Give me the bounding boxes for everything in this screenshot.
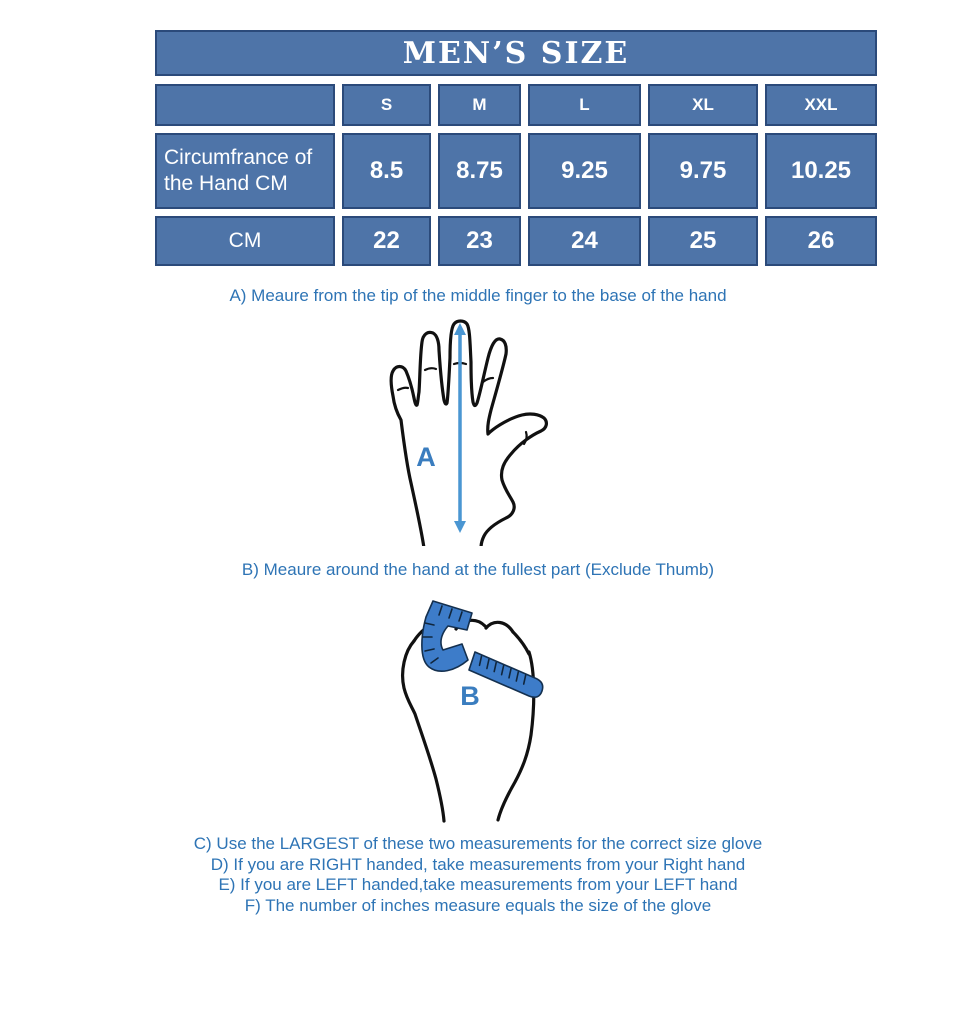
size-header-m: M <box>438 84 521 126</box>
mens-size-table <box>155 30 877 266</box>
cm-value-xxl: 26 <box>765 216 877 266</box>
cm-value-l: 24 <box>528 216 641 266</box>
measure-b-label: B <box>460 681 480 711</box>
row-label-circumference <box>155 133 335 209</box>
bottom-instructions <box>0 834 956 916</box>
instruction-f: F) The number of inches measure equals the size of the glove <box>244 895 712 915</box>
table-grid <box>155 84 877 266</box>
table-title: MEN’S SIZE <box>155 30 877 76</box>
fist-illustration <box>398 593 558 828</box>
measure-a-label: A <box>416 442 436 472</box>
instruction-e: E) If you are LEFT handed,take measurements from your LEFT hand <box>218 875 738 895</box>
cm-value-s: 22 <box>342 216 431 266</box>
size-header-l: L <box>528 84 641 126</box>
circumference-value-l: 9.25 <box>528 133 641 209</box>
open-hand-illustration <box>380 318 555 546</box>
circumference-value-m: 8.75 <box>438 133 521 209</box>
size-header-s: S <box>342 84 431 126</box>
cm-value-xl: 25 <box>648 216 758 266</box>
corner-cell <box>155 84 335 126</box>
instruction-b: B) Meaure around the hand at the fullest part (Exclude Thumb) <box>241 560 715 579</box>
cm-value-m: 23 <box>438 216 521 266</box>
circumference-value-xxl: 10.25 <box>765 133 877 209</box>
tape-curl <box>422 601 472 671</box>
open-hand-outline <box>391 321 546 546</box>
instruction-a: A) Meaure from the tip of the middle finger to the base of the hand <box>229 286 727 305</box>
row-label-circumference-text: Circumfrance of the Hand CM <box>164 146 313 195</box>
circumference-value-xl: 9.75 <box>648 133 758 209</box>
row-label-cm: CM <box>155 216 335 266</box>
circumference-value-s: 8.5 <box>342 133 431 209</box>
size-header-xl: XL <box>648 84 758 126</box>
instruction-c: C) Use the LARGEST of these two measurements for the correct size glove <box>193 834 763 853</box>
instruction-d: D) If you are RIGHT handed, take measurements from your Right hand <box>210 854 746 874</box>
size-header-xxl: XXL <box>765 84 877 126</box>
